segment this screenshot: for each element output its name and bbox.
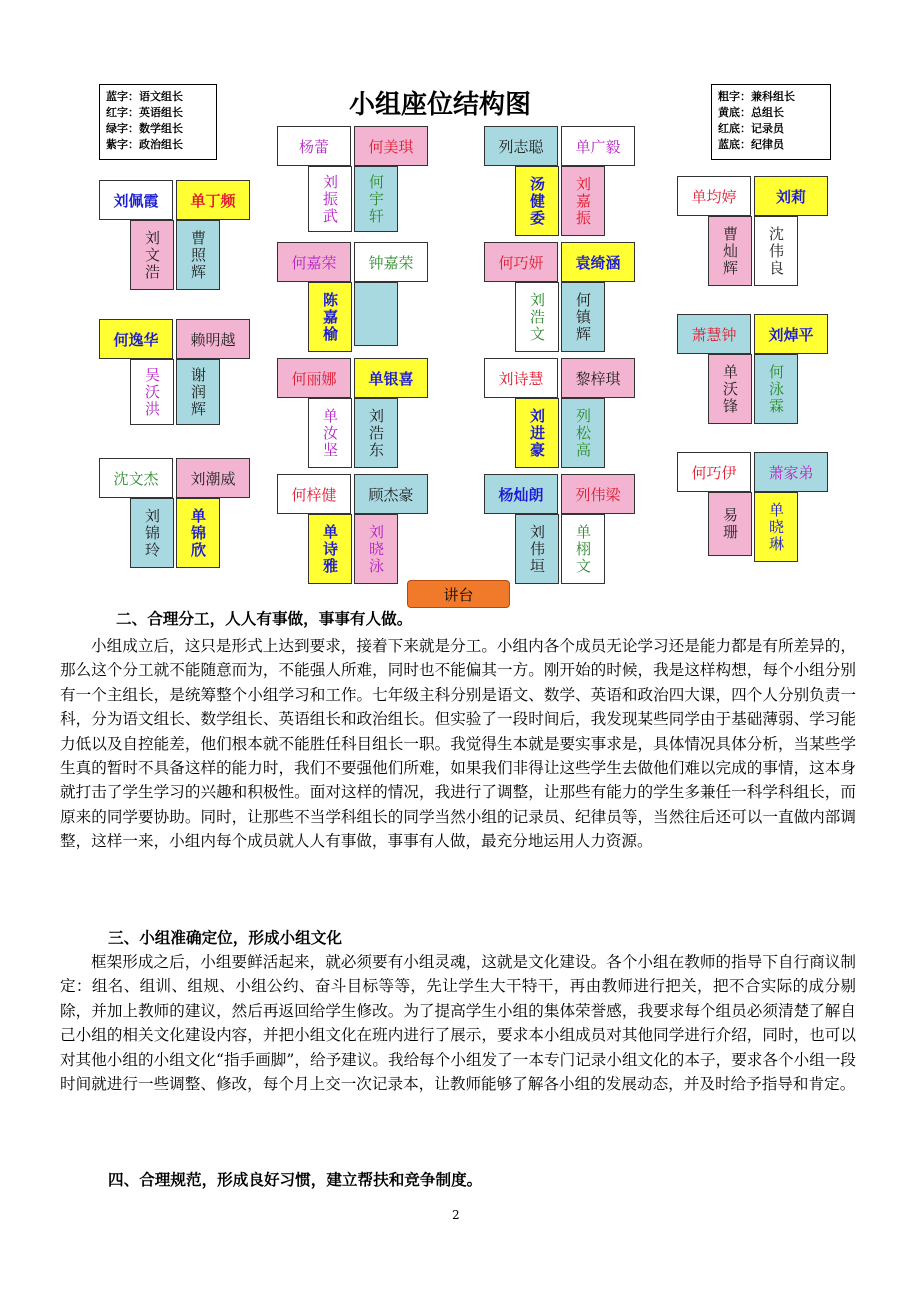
seat: 顾杰豪	[354, 474, 428, 514]
seat: 单丁频	[176, 180, 250, 220]
seat: 单汝坚	[308, 398, 352, 468]
seat: 赖明越	[176, 319, 250, 359]
seat: 吴沃洪	[130, 359, 174, 425]
seat: 单锦欣	[176, 498, 220, 568]
seat: 袁绮涵	[561, 242, 635, 282]
seat: 单诗雅	[308, 514, 352, 584]
seat: 黎梓琪	[561, 358, 635, 398]
section-body	[60, 634, 856, 854]
legend-item: 蓝底：纪律员	[718, 138, 784, 151]
section-body	[60, 950, 856, 1096]
seat: 单栩文	[561, 514, 605, 584]
legend-item: 粗字：兼科组长	[718, 90, 795, 103]
seat: 单沃锋	[708, 354, 752, 424]
seat: 曹照辉	[176, 220, 220, 290]
seat: 列松高	[561, 398, 605, 468]
legend-item: 红字：英语组长	[106, 106, 183, 119]
section-body-text: 框架形成之后，小组要鲜活起来，就必须要有小组灵魂，这就是文化建设。各个小组在教师的指导下自行商议制定：组名、组训、组规、小组公约、奋斗目标等等，先让学生大干特干，再由教师进行把关，把不合实际的成分剔除，并加上教师的建议，然后再返回给学生修改。为了提高学生小组的集体荣誉感，我要求每个组员必须清楚了解自己小组的相关文化建设内容，并把小组文化在班内进行了展示，要求本小组成员对其他同学进行介绍，同时，也可以对其他小组的小组文化“指手画脚”，给予建议。我给每个小组发了一本专门记录小组文化的本子，要求各个小组一段时间就进行一些调整、修改，每个月上交一次记录本，让教师能够了解各小组的发展动态，并及时给予指导和肯定。	[60, 953, 856, 1094]
seat: 何泳霖	[754, 354, 798, 424]
color-legend-right	[711, 84, 831, 160]
seat: 何逸华	[99, 319, 173, 359]
seat: 刘锦玲	[130, 498, 174, 568]
seat: 杨灿朗	[484, 474, 558, 514]
seat: 杨蕾	[277, 126, 351, 166]
section-body-text: 小组成立后，这只是形式上达到要求，接着下来就是分工。小组内各个成员无论学习还是能力都是有所差异的，那么这个分工就不能随意而为，不能强人所难，同时也不能偏其一方。刚开始的时候，我是这样构想，每个小组分别有一个主组长，是统筹整个小组学习和工作。七年级主科分别是语文、数学、英语和政治四大课，四个人分别负责一科，分为语文组长、数学组长、英语组长和政治组长。但实验了一段时间后，我发现某些同学由于基础薄弱、学习能力低以及自控能差，他们根本就不能胜任科目组长一职。我觉得生本就是要实事求是，具体情况具体分析，当某些学生真的暂时不具备这样的能力时，我们不要强他们所难，如果我们非得让这些学生去做他们难以完成的事情，这本身就打击了学生学习的兴趣和积极性。面对这样的情况，我进行了调整，让那些有能力的学生多兼任一科学科组长，而原来的同学要协助。同时，让那些不当学科组长的同学当然小组的记录员、纪律员等，当然往后还可以一直做内部调整，这样一来，小组内每个成员就人人有事做，事事有人做，最充分地运用人力资源。	[60, 637, 856, 851]
seat: 刘焯平	[754, 314, 828, 354]
seat: 刘浩文	[515, 282, 559, 352]
seat: 何镇辉	[561, 282, 605, 352]
seat: 何丽娜	[277, 358, 351, 398]
seat: 萧慧钟	[677, 314, 751, 354]
seat: 沈伟良	[754, 216, 798, 286]
seat: 何嘉荣	[277, 242, 351, 282]
seat: 刘潮威	[176, 458, 250, 498]
seat: 何巧妍	[484, 242, 558, 282]
seat: 谢润辉	[176, 359, 220, 425]
legend-item: 蓝字：语文组长	[106, 90, 183, 103]
color-legend-left	[99, 84, 217, 160]
seat	[354, 282, 398, 346]
legend-item: 黄底：总组长	[718, 106, 784, 119]
seat: 何美琪	[354, 126, 428, 166]
seat: 单均婷	[677, 176, 751, 216]
seat: 刘浩东	[354, 398, 398, 468]
seat: 单晓琳	[754, 492, 798, 562]
seat: 单银喜	[354, 358, 428, 398]
seat: 刘文浩	[130, 220, 174, 290]
seat: 钟嘉荣	[354, 242, 428, 282]
seat: 易珊	[708, 492, 752, 556]
seat: 列志聪	[484, 126, 558, 166]
seat: 汤健委	[515, 166, 559, 236]
seat: 刘莉	[754, 176, 828, 216]
seat: 刘诗慧	[484, 358, 558, 398]
seat: 刘进豪	[515, 398, 559, 468]
seat: 何梓健	[277, 474, 351, 514]
legend-item: 紫字：政治组长	[106, 138, 183, 151]
seat: 刘伟垣	[515, 514, 559, 584]
seat: 列伟梁	[561, 474, 635, 514]
legend-item: 绿字：数学组长	[106, 122, 183, 135]
seat: 沈文杰	[99, 458, 173, 498]
seat: 刘振武	[308, 166, 352, 232]
seat: 刘佩霞	[99, 180, 173, 220]
seat: 刘嘉振	[561, 166, 605, 236]
seat: 萧家弟	[754, 452, 828, 492]
page-title: 小组座位结构图	[348, 90, 531, 120]
podium: 讲台	[407, 580, 510, 608]
seat: 陈嘉榆	[308, 282, 352, 352]
page-number: 2	[452, 1208, 460, 1222]
seat: 何巧伊	[677, 452, 751, 492]
legend-item: 红底：记录员	[718, 122, 784, 135]
section-heading: 四、合理规范，形成良好习惯，建立帮扶和竞争制度。	[108, 1170, 483, 1189]
seat: 曹灿辉	[708, 216, 752, 286]
seat: 单广毅	[561, 126, 635, 166]
section-heading: 三、小组准确定位，形成小组文化	[108, 928, 342, 947]
section-heading: 二、合理分工，人人有事做，事事有人做。	[116, 609, 413, 628]
seat: 刘晓泳	[354, 514, 398, 584]
seat: 何宇轩	[354, 166, 398, 232]
